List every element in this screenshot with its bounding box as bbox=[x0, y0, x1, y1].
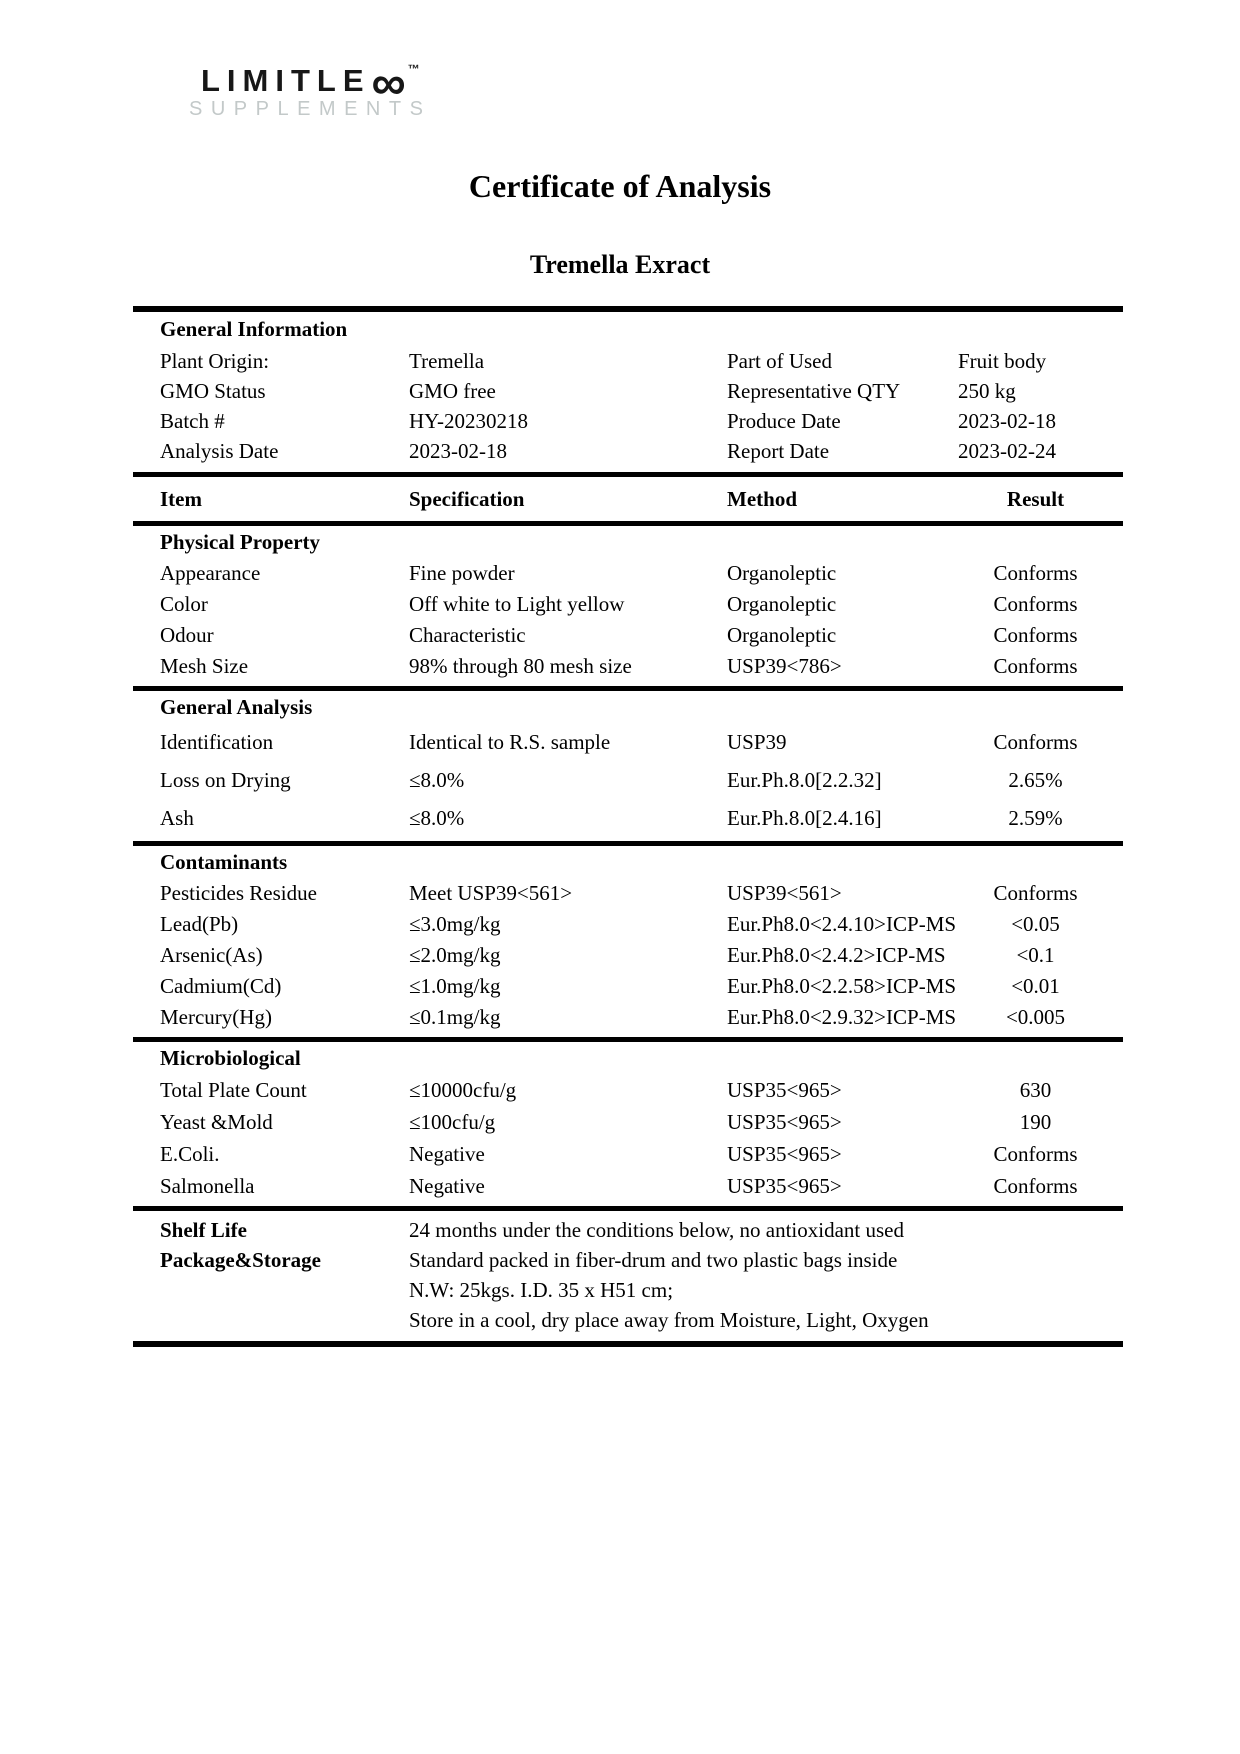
shelf-life-value: 24 months under the conditions below, no antioxidant used bbox=[409, 1218, 904, 1242]
spec-cell: 98% through 80 mesh size bbox=[409, 654, 632, 678]
spec-cell: ≤3.0mg/kg bbox=[409, 912, 501, 936]
spec-cell: Fine powder bbox=[409, 561, 515, 585]
item-cell: Total Plate Count bbox=[160, 1078, 307, 1102]
spec-cell: Off white to Light yellow bbox=[409, 592, 625, 616]
field-value: HY-20230218 bbox=[409, 409, 528, 433]
storage-section bbox=[133, 1211, 1123, 1341]
table-row bbox=[133, 376, 1123, 406]
result-cell: 2.65% bbox=[1008, 768, 1063, 792]
result-cell: 2.59% bbox=[1008, 806, 1063, 830]
item-cell: Appearance bbox=[160, 561, 261, 585]
table-row bbox=[133, 1275, 1123, 1305]
shelf-life-label: Shelf Life bbox=[160, 1218, 247, 1242]
field-label: Batch # bbox=[160, 409, 225, 433]
spec-cell: ≤0.1mg/kg bbox=[409, 1005, 501, 1029]
column-header-specification: Specification bbox=[409, 487, 525, 511]
package-line: N.W: 25kgs. I.D. 35 x H51 cm; bbox=[409, 1278, 674, 1302]
field-label: Plant Origin: bbox=[160, 349, 270, 373]
method-cell: USP35<965> bbox=[727, 1078, 842, 1102]
infinity-icon: ∞ bbox=[371, 57, 406, 110]
method-cell: Organoleptic bbox=[727, 623, 837, 647]
field-value: Tremella bbox=[409, 349, 485, 373]
spec-cell: Negative bbox=[409, 1174, 485, 1198]
item-cell: Loss on Drying bbox=[160, 768, 291, 792]
section-heading: Contaminants bbox=[160, 850, 288, 874]
brand-subtext: SUPPLEMENTS bbox=[189, 98, 432, 120]
spec-cell: ≤10000cfu/g bbox=[409, 1078, 517, 1102]
table-row bbox=[133, 589, 1123, 620]
table-row bbox=[133, 620, 1123, 651]
brand-logo bbox=[189, 52, 431, 121]
method-cell: Eur.Ph.8.0[2.4.16] bbox=[727, 806, 882, 830]
field-value: 2023-02-24 bbox=[958, 439, 1056, 463]
item-cell: Mercury(Hg) bbox=[160, 1005, 272, 1029]
result-cell: <0.1 bbox=[1016, 943, 1055, 967]
spec-cell: Negative bbox=[409, 1142, 485, 1166]
package-storage-label: Package&Storage bbox=[160, 1248, 321, 1272]
table-row bbox=[133, 1245, 1123, 1275]
table-row bbox=[133, 723, 1123, 761]
method-cell: Eur.Ph.8.0[2.2.32] bbox=[727, 768, 882, 792]
result-cell: Conforms bbox=[993, 592, 1078, 616]
table-row bbox=[133, 406, 1123, 436]
field-label: Produce Date bbox=[727, 409, 841, 433]
field-label: Representative QTY bbox=[727, 379, 901, 403]
table-row bbox=[133, 761, 1123, 799]
table-row bbox=[133, 878, 1123, 909]
method-cell: Eur.Ph8.0<2.4.10>ICP-MS bbox=[727, 912, 957, 936]
item-cell: Yeast &Mold bbox=[160, 1110, 273, 1134]
table-row bbox=[133, 1002, 1123, 1033]
item-cell: Cadmium(Cd) bbox=[160, 974, 282, 998]
result-cell: Conforms bbox=[993, 730, 1078, 754]
method-cell: Eur.Ph8.0<2.9.32>ICP-MS bbox=[727, 1005, 957, 1029]
method-cell: USP35<965> bbox=[727, 1110, 842, 1134]
table-row bbox=[133, 1215, 1123, 1245]
method-cell: USP39<561> bbox=[727, 881, 842, 905]
item-cell: Ash bbox=[160, 806, 194, 830]
spec-cell: ≤8.0% bbox=[409, 806, 465, 830]
field-label: Analysis Date bbox=[160, 439, 279, 463]
column-header-item: Item bbox=[160, 487, 202, 511]
item-cell: E.Coli. bbox=[160, 1142, 220, 1166]
field-value: 2023-02-18 bbox=[409, 439, 507, 463]
field-value: Fruit body bbox=[958, 349, 1047, 373]
package-line: Standard packed in fiber-drum and two plastic bags inside bbox=[409, 1248, 898, 1272]
spec-cell: ≤2.0mg/kg bbox=[409, 943, 501, 967]
result-cell: <0.01 bbox=[1011, 974, 1060, 998]
method-cell: USP35<965> bbox=[727, 1174, 842, 1198]
field-value: 250 kg bbox=[958, 379, 1016, 403]
column-header-method: Method bbox=[727, 487, 797, 511]
table-row bbox=[133, 558, 1123, 589]
table-row bbox=[133, 1170, 1123, 1202]
item-cell: Identification bbox=[160, 730, 274, 754]
table-row bbox=[133, 1305, 1123, 1335]
result-cell: 190 bbox=[1019, 1110, 1052, 1134]
item-cell: Mesh Size bbox=[160, 654, 249, 678]
result-cell: <0.005 bbox=[1005, 1005, 1066, 1029]
divider bbox=[133, 1341, 1123, 1347]
result-cell: Conforms bbox=[993, 623, 1078, 647]
field-label: Report Date bbox=[727, 439, 830, 463]
brand-name-text: LIMITLE bbox=[201, 63, 371, 98]
method-cell: USP39<786> bbox=[727, 654, 842, 678]
table-row bbox=[133, 1138, 1123, 1170]
item-cell: Lead(Pb) bbox=[160, 912, 239, 936]
section-heading: Physical Property bbox=[160, 530, 321, 554]
page-title: Certificate of Analysis bbox=[468, 168, 772, 204]
spec-cell: Meet USP39<561> bbox=[409, 881, 573, 905]
spec-cell: ≤8.0% bbox=[409, 768, 465, 792]
table-row bbox=[133, 1106, 1123, 1138]
product-subtitle: Tremella Exract bbox=[529, 250, 711, 279]
method-cell: USP35<965> bbox=[727, 1142, 842, 1166]
method-cell: Eur.Ph8.0<2.4.2>ICP-MS bbox=[727, 943, 946, 967]
spec-cell: Identical to R.S. sample bbox=[409, 730, 611, 754]
method-cell: USP39 bbox=[727, 730, 787, 754]
method-cell: Organoleptic bbox=[727, 592, 837, 616]
section-heading: Microbiological bbox=[160, 1046, 301, 1070]
table-row bbox=[133, 1074, 1123, 1106]
column-header-row bbox=[133, 477, 1123, 521]
table-row bbox=[133, 940, 1123, 971]
table-row bbox=[133, 651, 1123, 682]
spec-cell: Characteristic bbox=[409, 623, 526, 647]
table-row bbox=[133, 909, 1123, 940]
trademark-symbol: ™ bbox=[407, 62, 420, 76]
item-cell: Salmonella bbox=[160, 1174, 255, 1198]
section-heading: General Information bbox=[160, 317, 348, 341]
method-cell: Organoleptic bbox=[727, 561, 837, 585]
result-cell: 630 bbox=[1019, 1078, 1052, 1102]
table-row bbox=[133, 971, 1123, 1002]
item-cell: Color bbox=[160, 592, 208, 616]
result-cell: Conforms bbox=[993, 1174, 1078, 1198]
field-value: GMO free bbox=[409, 379, 496, 403]
result-cell: <0.05 bbox=[1011, 912, 1060, 936]
result-cell: Conforms bbox=[993, 561, 1078, 585]
item-cell: Odour bbox=[160, 623, 214, 647]
spec-cell: ≤1.0mg/kg bbox=[409, 974, 501, 998]
column-header-result: Result bbox=[1006, 487, 1065, 511]
table-row bbox=[133, 346, 1123, 376]
field-label: GMO Status bbox=[160, 379, 266, 403]
table-row bbox=[133, 799, 1123, 837]
coa-table bbox=[133, 306, 1123, 1347]
field-label: Part of Used bbox=[727, 349, 832, 373]
method-cell: Eur.Ph8.0<2.2.58>ICP-MS bbox=[727, 974, 957, 998]
spec-cell: ≤100cfu/g bbox=[409, 1110, 496, 1134]
item-cell: Pesticides Residue bbox=[160, 881, 317, 905]
result-cell: Conforms bbox=[993, 654, 1078, 678]
section-heading: General Analysis bbox=[160, 695, 313, 719]
result-cell: Conforms bbox=[993, 881, 1078, 905]
package-line: Store in a cool, dry place away from Moisture, Light, Oxygen bbox=[409, 1308, 929, 1332]
item-cell: Arsenic(As) bbox=[160, 943, 263, 967]
result-cell: Conforms bbox=[993, 1142, 1078, 1166]
field-value: 2023-02-18 bbox=[958, 409, 1056, 433]
table-row bbox=[133, 436, 1123, 466]
